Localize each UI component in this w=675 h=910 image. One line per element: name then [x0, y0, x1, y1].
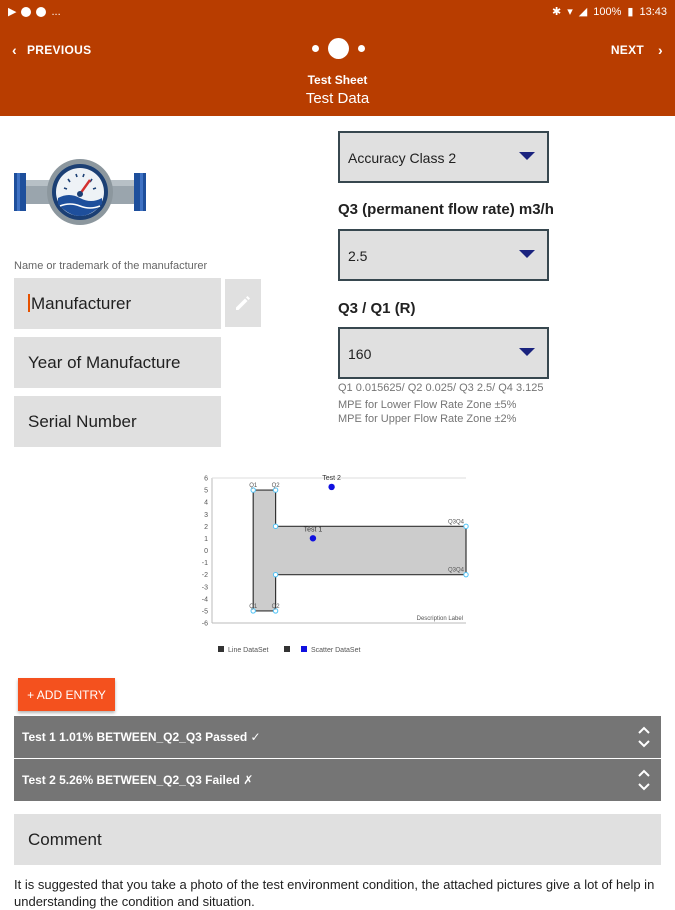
entry-row-test-2[interactable] — [14, 759, 661, 801]
page-title: Test Data — [305, 90, 370, 107]
entry-row-test-1[interactable] — [14, 716, 661, 758]
manufacturer-hint: Name or trademark of the manufacturer — [14, 260, 208, 272]
error-envelope-chart — [196, 466, 476, 658]
play-icon: ▶ — [8, 6, 17, 18]
y-tick-labels — [202, 476, 208, 628]
comment-placeholder: Comment — [28, 830, 102, 849]
y-tick-label: -4 — [201, 596, 208, 604]
notification-icons — [8, 5, 61, 18]
page-subtitle: Test Sheet — [307, 73, 368, 87]
q3-value: 2.5 — [348, 248, 368, 264]
serial-number-input[interactable] — [14, 396, 221, 447]
previous-label: PREVIOUS — [26, 43, 92, 57]
serial-placeholder: Serial Number — [28, 412, 137, 431]
expand-toggle-icon[interactable] — [637, 724, 651, 750]
accuracy-class-select[interactable] — [338, 131, 549, 183]
bluetooth-icon: ✱ — [552, 6, 562, 18]
app-notification-icon — [21, 7, 31, 17]
dropdown-arrow-icon — [519, 250, 535, 258]
ratio-value: 160 — [348, 346, 372, 362]
q3-label: Q3 (permanent flow rate) m3/h — [338, 201, 554, 218]
chart-legend — [218, 646, 360, 654]
dropdown-arrow-icon — [519, 348, 535, 356]
chevron-right-icon: › — [658, 42, 663, 58]
y-tick-label: 1 — [204, 535, 208, 543]
ratio-label: Q3 / Q1 (R) — [338, 300, 416, 317]
scatter-point-label: Test 2 — [322, 474, 341, 482]
chevron-left-icon: ‹ — [12, 42, 17, 58]
envelope-point-label: Q3Q4 — [447, 519, 464, 526]
accuracy-class-value: Accuracy Class 2 — [348, 150, 457, 166]
y-tick-label: -6 — [201, 620, 208, 628]
entry-summary: Test 2 5.26% BETWEEN_Q2_Q3 Failed ✗ — [22, 773, 254, 787]
page-dot-active[interactable] — [328, 38, 349, 59]
more-notifications: ... — [51, 5, 61, 18]
manufacturer-placeholder: Manufacturer — [31, 294, 132, 313]
photo-suggestion-text: It is suggested that you take a photo of the test environment condition, the attached pictures give a lot of help in understanding the condition and situation. — [14, 877, 655, 909]
y-tick-label: -5 — [201, 608, 208, 616]
scatter-point — [310, 535, 316, 541]
scatter-point-label: Test 1 — [303, 526, 323, 534]
page-indicator — [312, 38, 365, 59]
envelope-point-label: Q2 — [271, 603, 280, 610]
envelope-marker — [273, 572, 277, 576]
year-of-manufacture-input[interactable] — [14, 337, 221, 388]
envelope-point-label: Q2 — [271, 483, 280, 490]
y-tick-label: 3 — [204, 511, 208, 519]
next-label: NEXT — [610, 43, 645, 57]
app-bar — [0, 24, 675, 116]
year-placeholder: Year of Manufacture — [28, 353, 181, 372]
page-dot[interactable] — [312, 45, 319, 52]
battery-level: 100% — [593, 5, 622, 18]
manufacturer-input[interactable] — [14, 278, 221, 329]
envelope-point-label: Q1 — [249, 603, 258, 610]
y-tick-label: -1 — [201, 560, 208, 568]
y-tick-label: -3 — [201, 584, 208, 592]
status-bar — [0, 0, 675, 24]
scatter-point — [328, 484, 334, 490]
legend-line-dataset: Line DataSet — [228, 647, 269, 654]
ratio-select[interactable] — [338, 327, 549, 379]
envelope-marker — [273, 524, 277, 528]
edit-manufacturer-button[interactable] — [225, 279, 261, 327]
y-tick-label: 0 — [204, 548, 208, 555]
y-tick-label: -2 — [201, 572, 208, 580]
y-tick-label: 6 — [204, 475, 208, 483]
add-entry-button[interactable]: + ADD ENTRY — [18, 678, 115, 711]
envelope-point-label: Q1 — [249, 483, 258, 490]
q3-select[interactable] — [338, 229, 549, 281]
y-tick-label: 2 — [204, 523, 208, 531]
mpe-upper-text: MPE for Upper Flow Rate Zone ±2% — [338, 413, 517, 425]
app-notification-icon — [36, 7, 46, 17]
wifi-icon: ▾ — [567, 6, 573, 18]
mpe-envelope-area — [253, 490, 466, 611]
y-tick-label: 5 — [204, 487, 208, 495]
envelope-marker — [464, 572, 468, 576]
water-meter-icon — [14, 158, 146, 224]
mpe-lower-text: MPE for Lower Flow Rate Zone ±5% — [338, 399, 517, 411]
legend-scatter-dataset: Scatter DataSet — [311, 647, 361, 654]
clock: 13:43 — [639, 5, 667, 18]
next-button[interactable] — [611, 42, 663, 58]
battery-icon: ▮ — [627, 6, 634, 18]
y-tick-label: 4 — [204, 499, 208, 507]
comment-input[interactable] — [14, 814, 661, 865]
previous-button[interactable] — [12, 42, 91, 58]
q-values-text: Q1 0.015625/ Q2 0.025/ Q3 2.5/ Q4 3.125 — [338, 382, 544, 394]
legend-swatch-scatter — [301, 646, 307, 652]
envelope-marker — [464, 524, 468, 528]
legend-swatch-dark — [284, 646, 290, 652]
text-cursor — [28, 294, 30, 312]
page-dot[interactable] — [358, 45, 365, 52]
expand-toggle-icon[interactable] — [637, 767, 651, 793]
legend-swatch-line — [218, 646, 224, 652]
dropdown-arrow-icon — [519, 152, 535, 160]
entry-summary: Test 1 1.01% BETWEEN_Q2_Q3 Passed ✓ — [22, 730, 261, 744]
signal-icon: ◢ — [578, 6, 588, 18]
pencil-icon — [233, 293, 253, 313]
envelope-point-label: Q3Q4 — [447, 567, 464, 574]
description-label: Description Label — [416, 616, 463, 622]
system-icons — [552, 5, 667, 18]
